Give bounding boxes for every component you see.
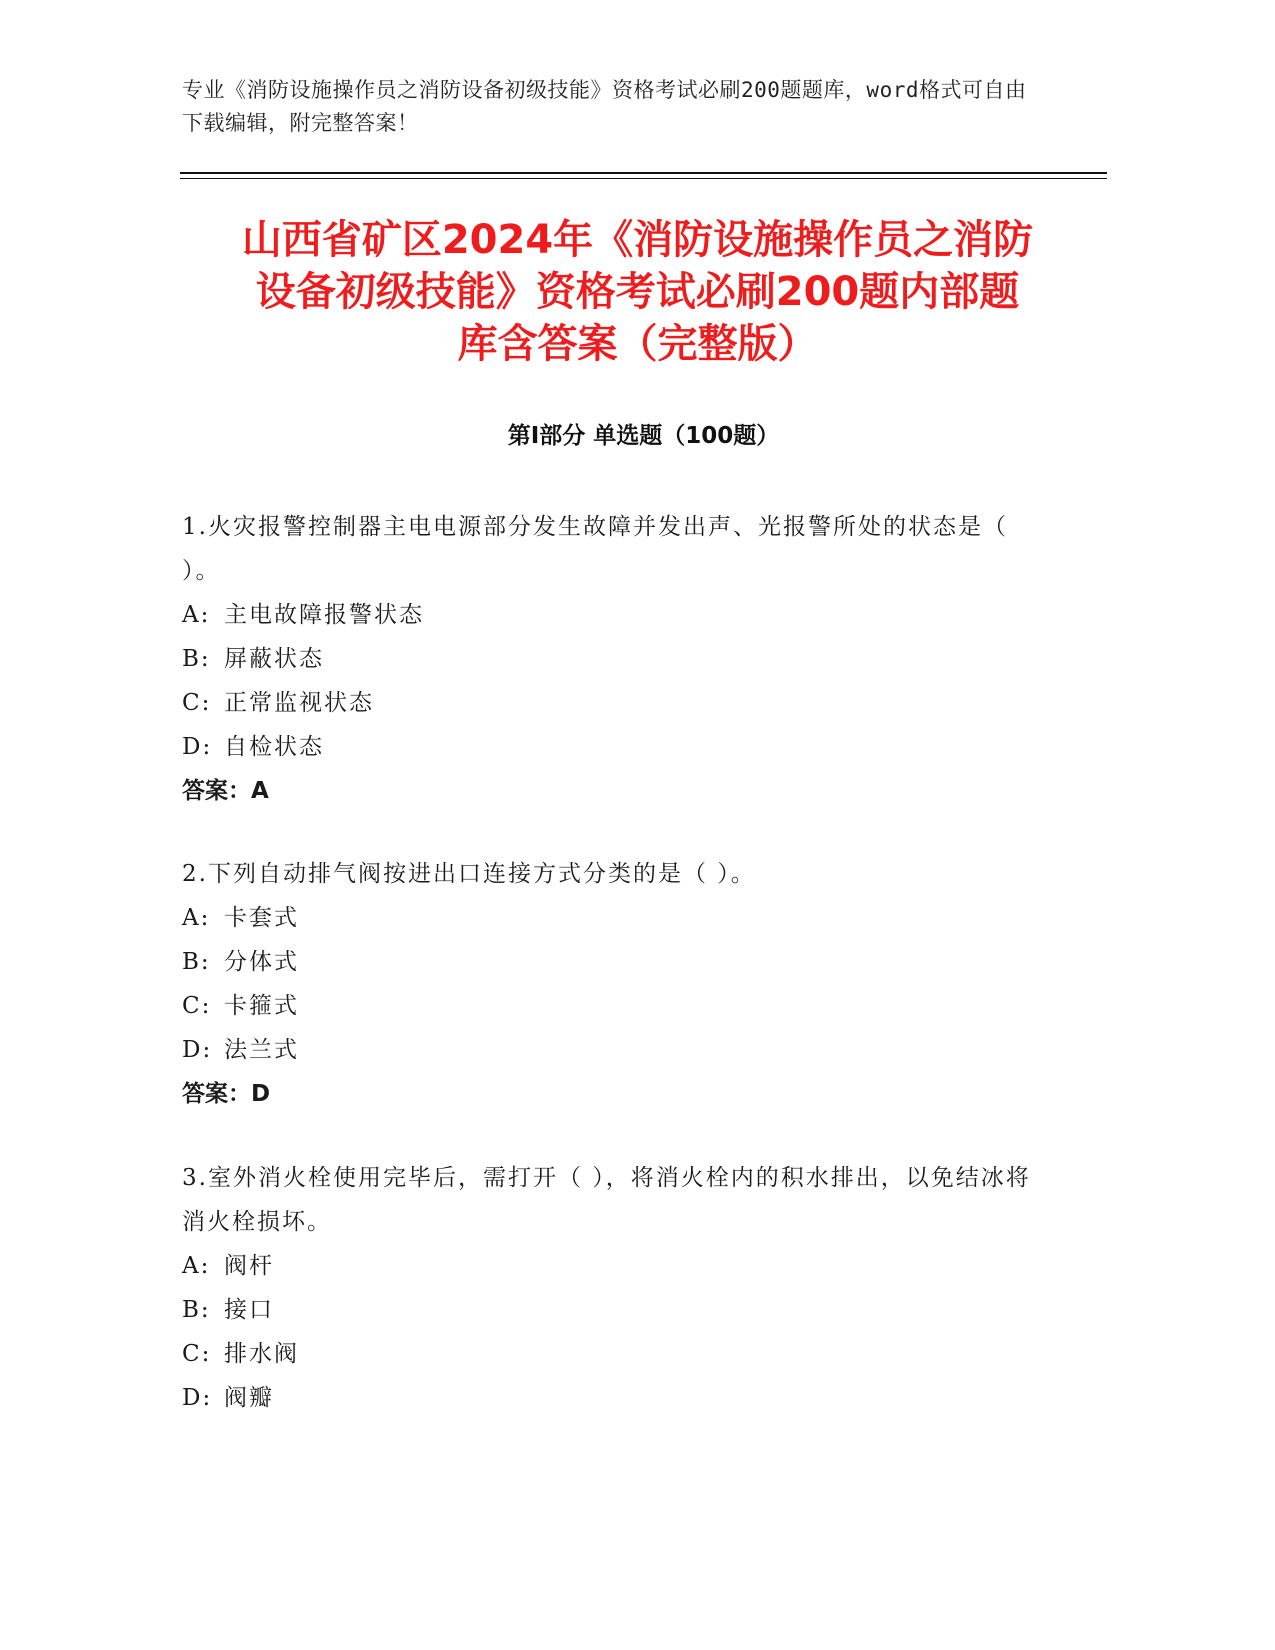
option-a	[182, 593, 1032, 637]
option-text: 屏蔽状态	[224, 646, 324, 672]
title-line: 设备初级技能》资格考试必刷200题内部题	[255, 269, 1020, 315]
header-note: 专业《消防设施操作员之消防设备初级技能》资格考试必刷200题题库，word格式可自由下载编辑，附完整答案！	[182, 78, 1027, 135]
option-text: 卡套式	[224, 905, 299, 931]
option-letter: D:	[182, 734, 213, 760]
question-block	[182, 852, 1032, 1116]
answer-line: 答案：A	[182, 778, 269, 804]
option-b	[182, 940, 1032, 984]
question-stem: 1.火灾报警控制器主电电源部分发生故障并发出声、光报警所处的状态是（ ）。	[182, 514, 1008, 584]
question-block	[182, 1156, 1032, 1420]
option-text: 主电故障报警状态	[224, 602, 424, 628]
option-letter: B:	[182, 646, 211, 672]
option-text: 自检状态	[224, 734, 324, 760]
option-letter: A:	[182, 602, 211, 628]
option-letter: A:	[182, 1253, 211, 1279]
option-text: 阀瓣	[224, 1385, 274, 1411]
option-d	[182, 1376, 1032, 1420]
option-b	[182, 1288, 1032, 1332]
option-text: 卡箍式	[224, 993, 299, 1019]
option-letter: B:	[182, 1297, 211, 1323]
option-c	[182, 681, 1032, 725]
option-text: 分体式	[224, 949, 299, 975]
section-heading: 第I部分 单选题（100题）	[507, 423, 780, 449]
option-c	[182, 984, 1032, 1028]
option-a	[182, 1244, 1032, 1288]
question-block	[182, 505, 1032, 813]
option-letter: C:	[182, 1341, 212, 1367]
option-d	[182, 725, 1032, 769]
header-divider-thin	[180, 178, 1107, 179]
header-divider-thick	[180, 172, 1107, 174]
option-letter: C:	[182, 690, 212, 716]
question-stem: 3.室外消火栓使用完毕后，需打开（ ），将消火栓内的积水排出，以免结冰将消火栓损坏。	[182, 1165, 1031, 1235]
option-text: 阀杆	[224, 1253, 274, 1279]
option-a	[182, 896, 1032, 940]
question-stem: 2.下列自动排气阀按进出口连接方式分类的是（ ）。	[182, 861, 756, 887]
option-text: 法兰式	[224, 1037, 299, 1063]
option-d	[182, 1028, 1032, 1072]
option-text: 正常监视状态	[224, 690, 374, 716]
option-text: 接口	[224, 1297, 274, 1323]
option-letter: C:	[182, 993, 212, 1019]
option-b	[182, 637, 1032, 681]
option-text: 排水阀	[224, 1341, 299, 1367]
option-letter: D:	[182, 1037, 213, 1063]
option-letter: A:	[182, 905, 211, 931]
option-letter: D:	[182, 1385, 213, 1411]
answer-line: 答案：D	[182, 1081, 271, 1107]
title-line: 山西省矿区2024年《消防设施操作员之消防	[241, 217, 1034, 263]
document-title	[170, 214, 1105, 370]
title-line: 库含答案（完整版）	[457, 321, 818, 367]
option-letter: B:	[182, 949, 211, 975]
option-c	[182, 1332, 1032, 1376]
